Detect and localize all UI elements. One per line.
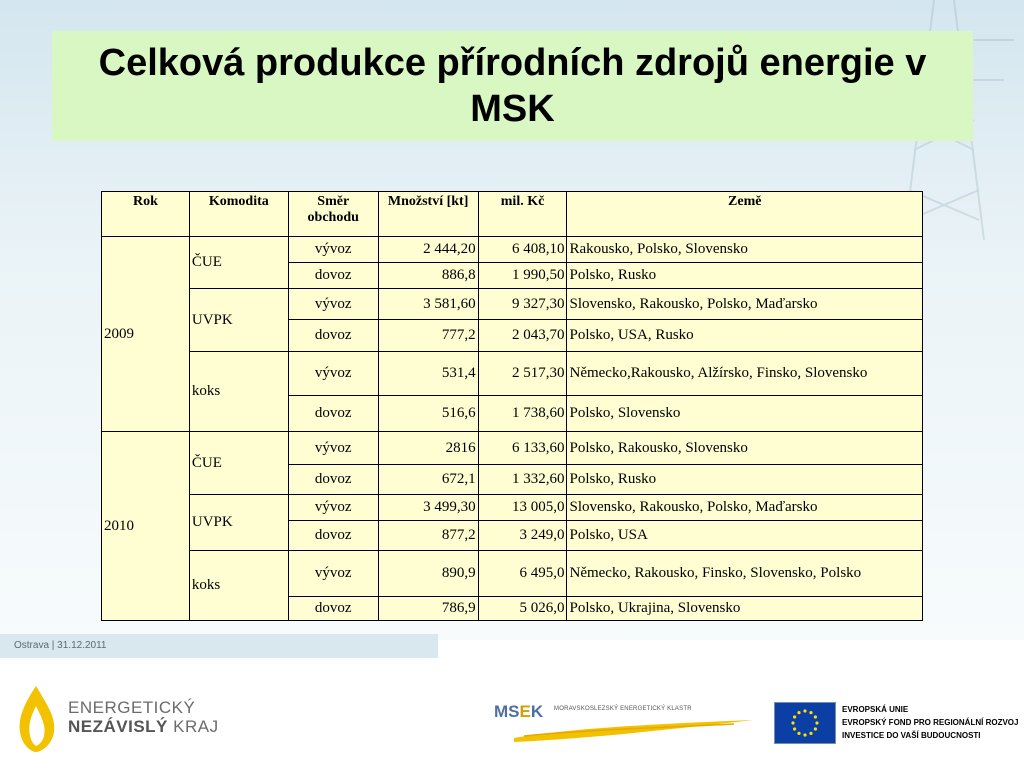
quantity-cell: 516,6 xyxy=(378,396,478,432)
direction-cell: vývoz xyxy=(288,432,378,465)
direction-cell: dovoz xyxy=(288,320,378,352)
value-cell: 2 517,30 xyxy=(478,352,567,396)
value-cell: 9 327,30 xyxy=(478,289,567,320)
quantity-cell: 890,9 xyxy=(378,551,478,597)
commodity-cell: ČUE xyxy=(189,432,288,495)
direction-cell: dovoz xyxy=(288,521,378,551)
countries-cell: Slovensko, Rakousko, Polsko, Maďarsko xyxy=(567,289,923,320)
value-cell: 6 133,60 xyxy=(478,432,567,465)
table-row xyxy=(102,551,923,597)
msek-logo xyxy=(494,700,754,745)
quantity-cell: 3 499,30 xyxy=(378,495,478,521)
enk-line2-rest: KRAJ xyxy=(173,717,219,736)
commodity-cell: UVPK xyxy=(189,495,288,551)
countries-cell: Německo, Rakousko, Finsko, Slovensko, Polsko xyxy=(567,551,923,597)
eu-line2: EVROPSKÝ FOND PRO REGIONÁLNÍ ROZVOJ xyxy=(842,718,1019,727)
quantity-cell: 531,4 xyxy=(378,352,478,396)
eu-flag-icon xyxy=(774,702,836,744)
table-row xyxy=(102,289,923,320)
commodity-cell: ČUE xyxy=(189,237,288,289)
msek-swoosh-icon xyxy=(514,714,754,744)
direction-cell: vývoz xyxy=(288,352,378,396)
value-cell: 13 005,0 xyxy=(478,495,567,521)
year-cell: 2010 xyxy=(102,432,190,621)
value-cell: 6 408,10 xyxy=(478,237,567,263)
quantity-cell: 672,1 xyxy=(378,465,478,495)
enk-line2-bold: NEZÁVISLÝ xyxy=(68,717,168,736)
quantity-cell: 877,2 xyxy=(378,521,478,551)
msek-subtitle: MORAVSKOSLEZSKÝ ENERGETICKÝ KLASTR xyxy=(554,706,692,712)
direction-cell: dovoz xyxy=(288,597,378,621)
table-header-row xyxy=(102,192,923,237)
header-mnozstvi: Množství [kt] xyxy=(378,192,478,237)
value-cell: 1 738,60 xyxy=(478,396,567,432)
eu-line3: INVESTICE DO VAŠÍ BUDOUCNOSTI xyxy=(842,731,981,740)
value-cell: 3 249,0 xyxy=(478,521,567,551)
countries-cell: Polsko, Slovensko xyxy=(567,396,923,432)
quantity-cell: 777,2 xyxy=(378,320,478,352)
flame-icon xyxy=(14,684,58,754)
direction-cell: vývoz xyxy=(288,495,378,521)
title-box xyxy=(52,31,973,141)
countries-cell: Polsko, Ukrajina, Slovensko xyxy=(567,597,923,621)
quantity-cell: 786,9 xyxy=(378,597,478,621)
eu-line1: EVROPSKÁ UNIE xyxy=(842,705,909,714)
value-cell: 1 990,50 xyxy=(478,263,567,289)
production-table xyxy=(101,191,923,621)
header-rok: Rok xyxy=(102,192,190,237)
value-cell: 6 495,0 xyxy=(478,551,567,597)
direction-cell: vývoz xyxy=(288,289,378,320)
value-cell: 2 043,70 xyxy=(478,320,567,352)
enk-line1: ENERGETICKÝ xyxy=(68,698,196,717)
value-cell: 5 026,0 xyxy=(478,597,567,621)
value-cell: 1 332,60 xyxy=(478,465,567,495)
quantity-cell: 3 581,60 xyxy=(378,289,478,320)
direction-cell: dovoz xyxy=(288,465,378,495)
table-row xyxy=(102,352,923,396)
header-zeme: Země xyxy=(567,192,923,237)
year-cell: 2009 xyxy=(102,237,190,432)
table-row xyxy=(102,237,923,263)
header-mil-kc: mil. Kč xyxy=(478,192,567,237)
footer-text: Ostrava | 31.12.2011 xyxy=(14,640,107,651)
direction-cell: vývoz xyxy=(288,551,378,597)
msek-ms: MS xyxy=(494,702,520,721)
countries-cell: Polsko, USA, Rusko xyxy=(567,320,923,352)
table-row xyxy=(102,432,923,465)
msek-e: E xyxy=(519,702,531,721)
energeticky-nezavisly-kraj-logo xyxy=(14,684,224,754)
footer-bar xyxy=(0,634,438,658)
commodity-cell: UVPK xyxy=(189,289,288,352)
direction-cell: vývoz xyxy=(288,237,378,263)
countries-cell: Polsko, Rakousko, Slovensko xyxy=(567,432,923,465)
header-komodita: Komodita xyxy=(189,192,288,237)
eu-text-block xyxy=(842,703,1018,742)
msek-k: K xyxy=(530,702,544,721)
table-row xyxy=(102,495,923,521)
countries-cell: Německo,Rakousko, Alžírsko, Finsko, Slovensko xyxy=(567,352,923,396)
countries-cell: Polsko, USA xyxy=(567,521,923,551)
countries-cell: Polsko, Rusko xyxy=(567,263,923,289)
direction-cell: dovoz xyxy=(288,263,378,289)
header-smer: Směr obchodu xyxy=(288,192,378,237)
direction-cell: dovoz xyxy=(288,396,378,432)
countries-cell: Polsko, Rusko xyxy=(567,465,923,495)
quantity-cell: 886,8 xyxy=(378,263,478,289)
commodity-cell: koks xyxy=(189,551,288,621)
countries-cell: Slovensko, Rakousko, Polsko, Maďarsko xyxy=(567,495,923,521)
commodity-cell: koks xyxy=(189,352,288,432)
slide-title: Celková produkce přírodních zdrojů energie v MSK xyxy=(98,42,927,130)
quantity-cell: 2816 xyxy=(378,432,478,465)
quantity-cell: 2 444,20 xyxy=(378,237,478,263)
countries-cell: Rakousko, Polsko, Slovensko xyxy=(567,237,923,263)
